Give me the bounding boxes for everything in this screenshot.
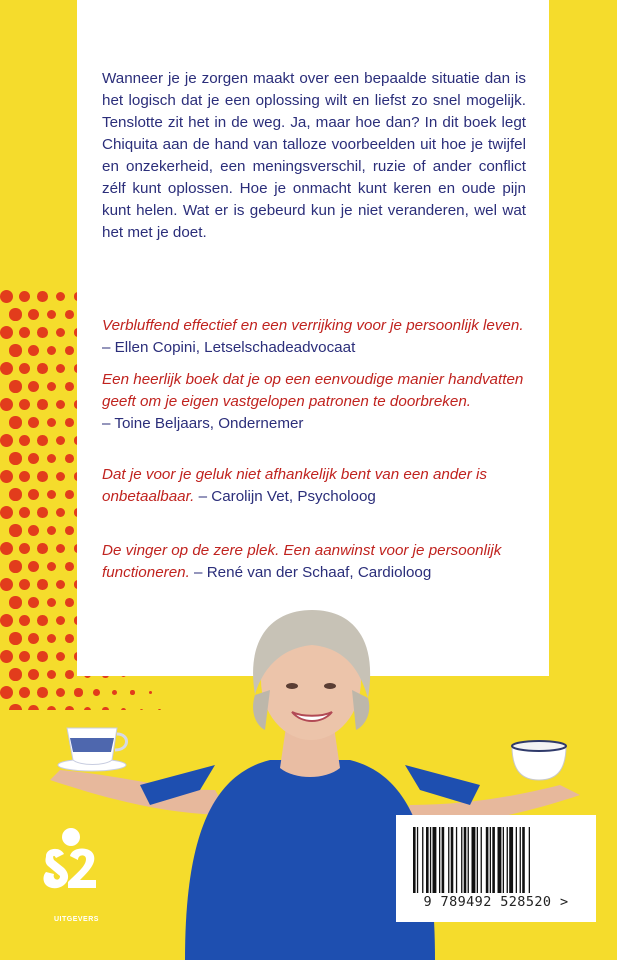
halftone-dot: [28, 417, 39, 428]
halftone-dot: [0, 434, 13, 447]
halftone-dot: [28, 309, 39, 320]
halftone-dot: [47, 562, 57, 572]
halftone-dot: [56, 328, 65, 337]
quote-3-text: Dat je voor je geluk niet afhankelijk bent van een ander is onbetaalbaar.: [102, 466, 487, 505]
halftone-dot: [47, 346, 57, 356]
barcode-bar: [417, 827, 418, 893]
halftone-dot: [65, 382, 74, 391]
halftone-dot: [56, 292, 65, 301]
barcode-bar: [413, 827, 416, 893]
halftone-dot: [28, 381, 39, 392]
halftone-dot: [19, 291, 31, 303]
barcode-bar: [477, 827, 478, 893]
isbn-barcode: [396, 815, 596, 922]
quote-2: [102, 369, 532, 435]
barcode-bar: [456, 827, 457, 893]
halftone-dot: [28, 525, 39, 536]
halftone-dot: [65, 562, 74, 571]
halftone-dot: [65, 418, 74, 427]
halftone-dot: [47, 490, 57, 500]
barcode-bar: [468, 827, 469, 893]
halftone-dot: [47, 310, 57, 320]
halftone-dot: [0, 326, 13, 339]
barcode-bar: [520, 827, 521, 893]
barcode-bar: [461, 827, 462, 893]
halftone-dot: [9, 488, 21, 500]
halftone-dot: [56, 400, 65, 409]
barcode-bar: [422, 827, 423, 893]
halftone-dot: [56, 508, 65, 517]
quote-1-text: Verbluffend effectief en een verrijking voor je persoonlijk leven.: [102, 317, 524, 334]
quote-3-author: – Carolijn Vet, Psycholoog: [198, 488, 376, 505]
halftone-dot: [56, 580, 65, 589]
quote-1: [102, 315, 532, 359]
halftone-dot: [19, 399, 31, 411]
barcode-bar: [516, 827, 517, 893]
halftone-dot: [65, 346, 74, 355]
barcode-bar: [448, 827, 449, 893]
halftone-dot: [47, 526, 57, 536]
halftone-dot: [28, 489, 39, 500]
halftone-dot: [19, 543, 31, 555]
barcode-bar: [492, 827, 495, 893]
halftone-dot: [9, 416, 21, 428]
barcode-bar: [464, 827, 467, 893]
barcode-bar: [509, 827, 513, 893]
halftone-dot: [9, 380, 21, 392]
halftone-dot: [28, 561, 39, 572]
quote-1-author: – Ellen Copini, Letselschadeadvocaat: [102, 339, 356, 356]
halftone-dot: [19, 579, 31, 591]
quote-3: [102, 464, 532, 508]
halftone-dot: [0, 578, 13, 591]
halftone-dot: [56, 364, 65, 373]
halftone-dot: [9, 308, 21, 320]
halftone-dot: [0, 290, 13, 303]
halftone-dot: [9, 524, 21, 536]
halftone-dot: [37, 579, 48, 590]
halftone-dot: [37, 327, 48, 338]
barcode-bar: [451, 827, 454, 893]
halftone-dot: [37, 471, 48, 482]
quote-4-author: – René van der Schaaf, Cardioloog: [194, 564, 432, 581]
barcode-bar: [490, 827, 491, 893]
halftone-dot: [65, 454, 74, 463]
barcode-bar: [507, 827, 508, 893]
quote-2-text: Een heerlijk boek dat je op een eenvoudige manier handvatten geeft om je eigen vastgelopen patronen te doorbreken.: [102, 371, 524, 410]
isbn-number: 9 789492 528520 >: [423, 894, 569, 910]
barcode-bar: [442, 827, 445, 893]
text-panel: [77, 0, 549, 676]
halftone-dot: [56, 544, 65, 553]
barcode-bar: [430, 827, 431, 893]
halftone-dot: [0, 398, 13, 411]
halftone-dot: [28, 345, 39, 356]
halftone-dot: [9, 344, 21, 356]
halftone-dot: [37, 363, 48, 374]
quote-2-author: – Toine Beljaars, Ondernemer: [102, 415, 304, 432]
barcode-bar: [426, 827, 429, 893]
intro-text: Wanneer je je zorgen maakt over een bepaalde situatie dan is het logisch dat je een oplossing wilt en liefst zo snel mogelijk. Tenslotte zit het in de weg. Ja, maar hoe dan? In dit boek legt Chiquita aan de hand van talloze voorbeelden uit hoe je twijfel en onzekerheid, een meningsverschil, ruzie of ander conflict zélf kunt oplossen. Hoe je onmacht kunt keren en oude pijn kunt helen. Wat er is gebeurd kun je niet veranderen, wel wat het met je doet.: [102, 70, 526, 241]
halftone-dot: [0, 470, 13, 483]
halftone-dot: [65, 526, 74, 535]
barcode-bar: [498, 827, 502, 893]
halftone-dot: [47, 382, 57, 392]
halftone-dot: [0, 542, 13, 555]
publisher-label: UITGEVERS: [54, 916, 99, 923]
halftone-dot: [19, 327, 31, 339]
barcode-bar: [503, 827, 504, 893]
quote-4: [102, 540, 532, 584]
barcode-bar: [433, 827, 437, 893]
halftone-dot: [47, 418, 57, 428]
halftone-dot: [37, 399, 48, 410]
halftone-dot: [0, 362, 13, 375]
barcode-bar: [481, 827, 482, 893]
halftone-dot: [19, 507, 31, 519]
barcode-bar: [439, 827, 440, 893]
barcode-bar: [522, 827, 525, 893]
halftone-dot: [56, 436, 65, 445]
halftone-dot: [9, 452, 21, 464]
barcode-bar: [472, 827, 476, 893]
halftone-dot: [47, 454, 57, 464]
s2-publisher-logo-icon: [42, 826, 100, 916]
barcode-bar: [529, 827, 530, 893]
halftone-dot: [37, 435, 48, 446]
halftone-dot: [37, 507, 48, 518]
halftone-dot: [19, 363, 31, 375]
halftone-dot: [37, 543, 48, 554]
halftone-dot: [0, 506, 13, 519]
halftone-dot: [37, 291, 48, 302]
halftone-dot: [9, 560, 21, 572]
halftone-dot: [19, 435, 31, 447]
halftone-dot: [65, 490, 74, 499]
halftone-dot: [56, 472, 65, 481]
quote-4-text: De vinger op de zere plek. Een aanwinst voor je persoonlijk functioneren.: [102, 542, 502, 581]
barcode-bar: [486, 827, 489, 893]
halftone-dot: [28, 453, 39, 464]
halftone-dot: [65, 310, 74, 319]
halftone-dot: [19, 471, 31, 483]
